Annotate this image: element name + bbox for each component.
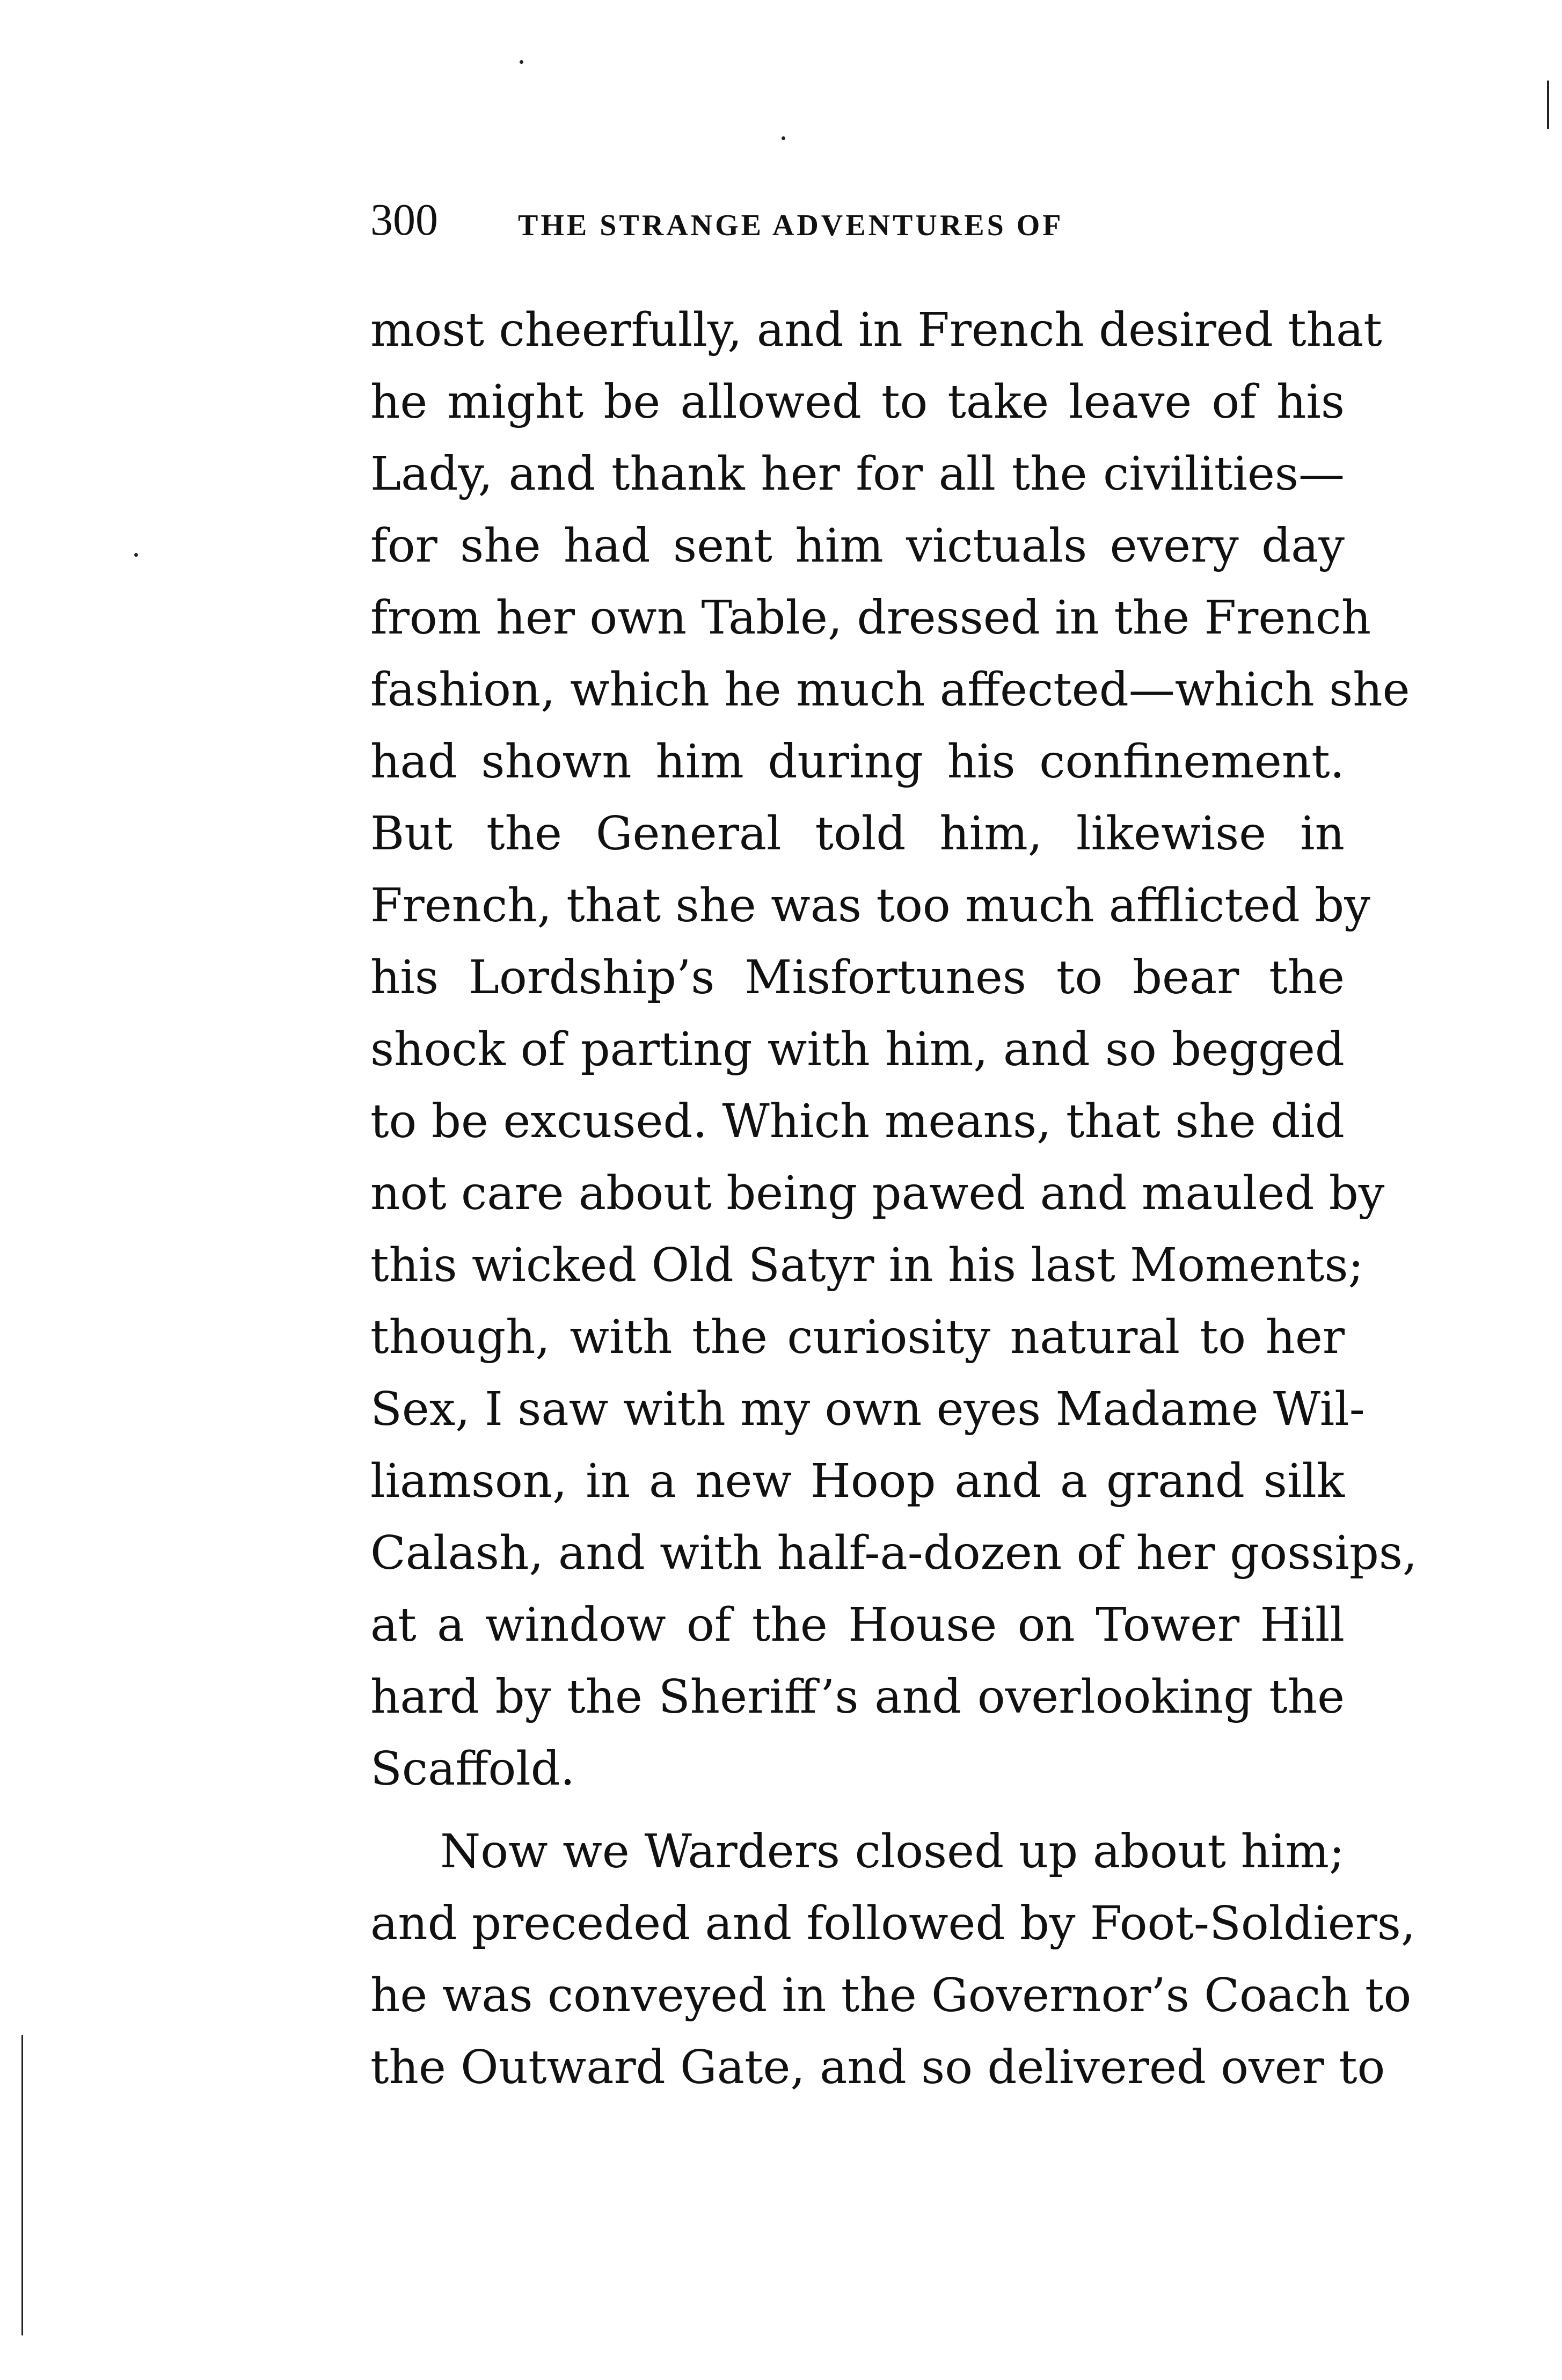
text-line: though, with the curiosity natural to her — [370, 1311, 1345, 1364]
scan-edge-line — [21, 2035, 23, 2335]
scan-speck — [520, 60, 523, 64]
text-line: the Outward Gate, and so delivered over to — [370, 2041, 1385, 2094]
scan-edge-line — [1547, 81, 1549, 129]
page-header — [370, 193, 1353, 247]
paragraph-1 — [370, 294, 1418, 1805]
page-number: 300 — [370, 195, 438, 245]
scan-speck — [134, 553, 138, 557]
text-line: French, that she was too much afflicted by — [370, 879, 1370, 933]
paragraph-gap — [370, 1805, 1345, 1816]
text-line: shock of parting with him, and so begged — [370, 1023, 1345, 1076]
running-title: THE STRANGE ADVENTURES OF — [518, 209, 1064, 242]
text-line: he might be allowed to take leave of his — [370, 375, 1345, 429]
text-line: fashion, which he much affected—which she — [370, 663, 1410, 717]
text-line: Lady, and thank her for all the civilities— — [370, 447, 1345, 501]
text-line: to be excused. Which means, that she did — [370, 1095, 1345, 1148]
text-line: Calash, and with half-a-dozen of her gossips, — [370, 1526, 1418, 1580]
text-line: for she had sent him victuals every day — [370, 519, 1345, 573]
text-line: liamson, in a new Hoop and a grand silk — [370, 1454, 1345, 1508]
text-line: he was conveyed in the Governor’s Coach to — [370, 1969, 1412, 2022]
text-line: Sex, I saw with my own eyes Madame Wil- — [370, 1382, 1365, 1436]
text-line: But the General told him, likewise in — [370, 807, 1345, 861]
text-line: from her own Table, dressed in the French — [370, 591, 1371, 645]
body-text — [370, 294, 1418, 2104]
text-line: had shown him during his confinement. — [370, 735, 1345, 789]
scan-speck — [782, 136, 785, 140]
text-line: his Lordship’s Misfortunes to bear the — [370, 951, 1345, 1005]
text-line: most cheerfully, and in French desired that — [370, 303, 1382, 357]
paragraph-2 — [370, 1816, 1416, 2104]
text-line: Scaffold. — [370, 1742, 575, 1796]
text-line: this wicked Old Satyr in his last Moments; — [370, 1239, 1364, 1292]
text-line: not care about being pawed and mauled by — [370, 1167, 1385, 1220]
text-line: and preceded and followed by Foot-Soldiers, — [370, 1897, 1416, 1950]
text-line: at a window of the House on Tower Hill — [370, 1598, 1345, 1652]
text-line: Now we Warders closed up about him; — [440, 1825, 1345, 1879]
text-line: hard by the Sheriff’s and overlooking the — [370, 1670, 1345, 1724]
